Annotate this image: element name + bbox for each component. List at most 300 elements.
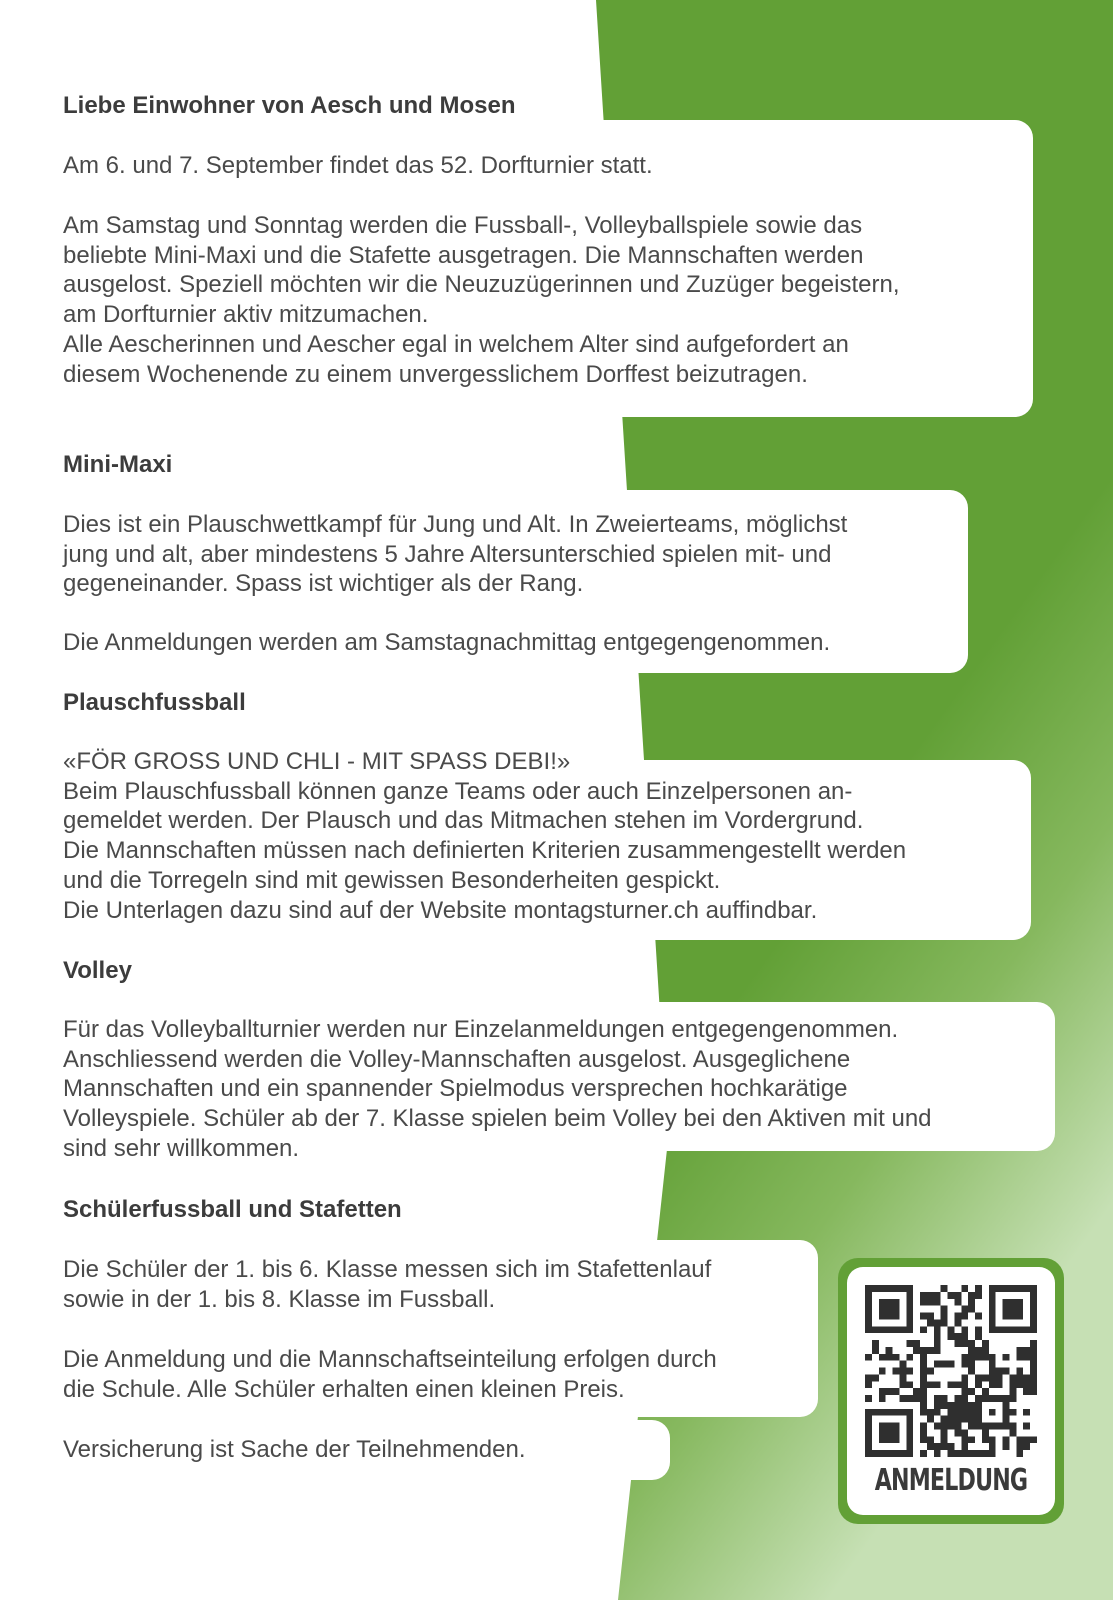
qr-module [934, 1319, 941, 1326]
qr-module [961, 1381, 968, 1388]
qr-module [1030, 1361, 1037, 1368]
plauschfussball-description [63, 747, 906, 925]
qr-module [865, 1319, 872, 1326]
qr-module [886, 1354, 893, 1361]
qr-module [982, 1388, 989, 1395]
qr-module [989, 1374, 996, 1381]
qr-module [906, 1450, 913, 1457]
qr-module [1016, 1354, 1023, 1361]
text-line: ausgelost. Speziell möchten wir die Neuzuzügerinnen und Zuzüger begeistern, [63, 271, 900, 299]
qr-module [886, 1409, 893, 1416]
qr-module [934, 1395, 941, 1402]
qr-module [865, 1306, 872, 1313]
qr-module [948, 1402, 955, 1409]
qr-module [920, 1368, 927, 1375]
qr-module [906, 1326, 913, 1333]
qr-module [899, 1381, 906, 1388]
qr-module [1023, 1374, 1030, 1381]
qr-module [961, 1429, 968, 1436]
qr-module [893, 1409, 900, 1416]
qr-module [989, 1381, 996, 1388]
text-line: Die Schüler der 1. bis 6. Klasse messen sich im Stafettenlauf [63, 1256, 712, 1283]
qr-module [941, 1319, 948, 1326]
qr-module [886, 1450, 893, 1457]
qr-module [906, 1285, 913, 1292]
qr-module [865, 1416, 872, 1423]
qr-module [968, 1450, 975, 1457]
qr-module [865, 1292, 872, 1299]
qr-module [948, 1416, 955, 1423]
qr-module [906, 1313, 913, 1320]
qr-module [975, 1416, 982, 1423]
qr-module [989, 1306, 996, 1313]
text-line: sind sehr willkommen. [63, 1134, 300, 1162]
qr-module [1023, 1285, 1030, 1292]
qr-module [865, 1299, 872, 1306]
text-line: diesem Wochenende zu einem unvergesslichem Dorffest beizutragen. [63, 360, 808, 388]
qr-module [1003, 1299, 1010, 1306]
qr-module [982, 1436, 989, 1443]
qr-module [1003, 1368, 1010, 1375]
qr-module [1009, 1429, 1016, 1436]
qr-module [920, 1326, 927, 1333]
text-line: beliebte Mini-Maxi und die Stafette ausgetragen. Die Mannschaften werden [63, 241, 864, 269]
qr-module [1009, 1381, 1016, 1388]
qr-module [899, 1326, 906, 1333]
qr-module [913, 1388, 920, 1395]
qr-module [954, 1313, 961, 1320]
qr-module [1009, 1313, 1016, 1320]
qr-module [968, 1388, 975, 1395]
qr-module [872, 1409, 879, 1416]
qr-module [941, 1429, 948, 1436]
text-line: «FÖR GROSS UND CHLI - MIT SPASS DEBI!» [63, 748, 571, 775]
qr-module [961, 1340, 968, 1347]
qr-module [968, 1306, 975, 1313]
qr-module [989, 1313, 996, 1320]
qr-module [968, 1409, 975, 1416]
text-line: Die Anmeldungen werden am Samstagnachmittag entgegengenommen. [63, 629, 831, 656]
qr-module [927, 1436, 934, 1443]
qr-module [968, 1347, 975, 1354]
qr-module [941, 1423, 948, 1430]
qr-module [879, 1395, 886, 1402]
text-line: Die Mannschaften müssen nach definierten Kriterien zusammengestellt werden [63, 837, 907, 865]
insurance-note [63, 1435, 526, 1465]
qr-module [865, 1395, 872, 1402]
qr-module [879, 1368, 886, 1375]
plauschfussball-heading: Plauschfussball [63, 689, 246, 716]
qr-module [1003, 1416, 1010, 1423]
qr-module [1003, 1395, 1010, 1402]
qr-module [872, 1340, 879, 1347]
qr-module [1009, 1423, 1016, 1430]
qr-module [865, 1429, 872, 1436]
qr-module [906, 1423, 913, 1430]
qr-module [1003, 1326, 1010, 1333]
qr-module [913, 1347, 920, 1354]
qr-module [996, 1326, 1003, 1333]
qr-module [893, 1354, 900, 1361]
qr-module [989, 1354, 996, 1361]
qr-module [948, 1361, 955, 1368]
text-line: Anschliessend werden die Volley-Mannschaften ausgelost. Ausgeglichene [63, 1045, 851, 1073]
qr-module [1016, 1381, 1023, 1388]
qr-module [954, 1450, 961, 1457]
qr-module [893, 1450, 900, 1457]
qr-module [920, 1374, 927, 1381]
text-line: Für das Volleyballturnier werden nur Einzelanmeldungen entgegengenommen. [63, 1016, 899, 1043]
qr-module [948, 1381, 955, 1388]
qr-module [1003, 1354, 1010, 1361]
qr-module [941, 1416, 948, 1423]
qr-module [920, 1347, 927, 1354]
qr-module [975, 1347, 982, 1354]
qr-module [996, 1285, 1003, 1292]
qr-module [1030, 1368, 1037, 1375]
qr-module [906, 1429, 913, 1436]
qr-module [920, 1299, 927, 1306]
qr-module [975, 1450, 982, 1457]
qr-module [975, 1333, 982, 1340]
qr-module [893, 1423, 900, 1430]
qr-module [996, 1423, 1003, 1430]
registration-qr-card[interactable] [847, 1267, 1055, 1515]
qr-module [1003, 1402, 1010, 1409]
qr-module [886, 1347, 893, 1354]
qr-module [1030, 1354, 1037, 1361]
qr-module [975, 1381, 982, 1388]
qr-module [975, 1374, 982, 1381]
qr-module [906, 1340, 913, 1347]
qr-module [975, 1354, 982, 1361]
qr-module [1030, 1299, 1037, 1306]
qr-module [1016, 1374, 1023, 1381]
qr-module [899, 1409, 906, 1416]
qr-module [920, 1409, 927, 1416]
qr-module [913, 1395, 920, 1402]
qr-module [927, 1381, 934, 1388]
qr-module [927, 1292, 934, 1299]
qr-module [934, 1299, 941, 1306]
qr-module [1016, 1368, 1023, 1375]
qr-module [975, 1313, 982, 1320]
qr-module [1030, 1292, 1037, 1299]
qr-module [1023, 1409, 1030, 1416]
qr-module [1023, 1436, 1030, 1443]
qr-module [1003, 1306, 1010, 1313]
text-line: Alle Aescherinnen und Aescher egal in welchem Alter sind aufgefordert an [63, 330, 849, 358]
qr-module [968, 1340, 975, 1347]
qr-module [906, 1416, 913, 1423]
qr-module [899, 1395, 906, 1402]
qr-module [989, 1292, 996, 1299]
qr-module [1030, 1347, 1037, 1354]
qr-module [1030, 1306, 1037, 1313]
qr-module [961, 1443, 968, 1450]
qr-module [982, 1450, 989, 1457]
qr-module [954, 1416, 961, 1423]
qr-module [1023, 1381, 1030, 1388]
qr-code-icon[interactable] [865, 1285, 1037, 1457]
text-line: Beim Plauschfussball können ganze Teams oder auch Einzelpersonen an- [63, 777, 853, 805]
qr-module [961, 1402, 968, 1409]
text-line: sowie in der 1. bis 8. Klasse im Fussball. [63, 1285, 496, 1313]
qr-module [920, 1361, 927, 1368]
text-line: Mannschaften und ein spannender Spielmodus versprechen hochkarätige [63, 1075, 848, 1103]
qr-module [961, 1388, 968, 1395]
qr-module [893, 1299, 900, 1306]
qr-module [989, 1436, 996, 1443]
qr-module [975, 1292, 982, 1299]
qr-module [968, 1436, 975, 1443]
qr-module [1009, 1374, 1016, 1381]
qr-module [927, 1416, 934, 1423]
qr-module [954, 1395, 961, 1402]
qr-module [1016, 1326, 1023, 1333]
text-line: Dies ist ein Plauschwettkampf für Jung und Alt. In Zweierteams, möglichst [63, 511, 848, 538]
qr-module [1003, 1285, 1010, 1292]
qr-module [968, 1416, 975, 1423]
qr-module [906, 1368, 913, 1375]
qr-module [886, 1285, 893, 1292]
qr-module [934, 1347, 941, 1354]
qr-module [865, 1326, 872, 1333]
text-line: Am 6. und 7. September findet das 52. Dorfturnier statt. [63, 152, 653, 179]
qr-module [1023, 1354, 1030, 1361]
qr-module [906, 1409, 913, 1416]
qr-module [1003, 1313, 1010, 1320]
qr-module [893, 1285, 900, 1292]
qr-module [989, 1361, 996, 1368]
qr-module [982, 1374, 989, 1381]
qr-module [996, 1374, 1003, 1381]
qr-module [941, 1443, 948, 1450]
qr-module [934, 1326, 941, 1333]
qr-module [879, 1299, 886, 1306]
qr-module [865, 1450, 872, 1457]
qr-module [954, 1423, 961, 1430]
qr-module [989, 1326, 996, 1333]
qr-module [1030, 1285, 1037, 1292]
qr-module [954, 1409, 961, 1416]
qr-module [954, 1333, 961, 1340]
qr-module [893, 1436, 900, 1443]
qr-module [934, 1292, 941, 1299]
schuelerfussball-description [63, 1255, 711, 1314]
qr-module [865, 1313, 872, 1320]
qr-module [879, 1388, 886, 1395]
qr-module [886, 1326, 893, 1333]
qr-module [886, 1306, 893, 1313]
qr-module [1023, 1443, 1030, 1450]
qr-module [920, 1423, 927, 1430]
qr-module [982, 1395, 989, 1402]
qr-module [1009, 1388, 1016, 1395]
qr-module [961, 1313, 968, 1320]
qr-module [968, 1299, 975, 1306]
text-line: und die Torregeln sind mit gewissen Besonderheiten gespickt. [63, 866, 721, 894]
qr-module [989, 1423, 996, 1430]
qr-module [1003, 1436, 1010, 1443]
qr-module [961, 1395, 968, 1402]
qr-module [982, 1340, 989, 1347]
qr-module [879, 1285, 886, 1292]
qr-module [1009, 1299, 1016, 1306]
qr-module [920, 1436, 927, 1443]
qr-module [989, 1319, 996, 1326]
qr-module [934, 1450, 941, 1457]
qr-module [1023, 1347, 1030, 1354]
text-line: die Schule. Alle Schüler erhalten einen kleinen Preis. [63, 1375, 625, 1403]
text-line: am Dorfturnier aktiv mitzumachen. [63, 301, 429, 329]
qr-module [1009, 1409, 1016, 1416]
qr-module [934, 1409, 941, 1416]
qr-module [941, 1285, 948, 1292]
qr-module [893, 1306, 900, 1313]
qr-module [975, 1402, 982, 1409]
qr-module [982, 1423, 989, 1430]
qr-module [934, 1333, 941, 1340]
qr-module [886, 1429, 893, 1436]
intro-paragraph-date [63, 151, 653, 181]
qr-module [1030, 1319, 1037, 1326]
qr-module [899, 1368, 906, 1375]
qr-module [954, 1402, 961, 1409]
qr-module [872, 1374, 879, 1381]
qr-module [865, 1423, 872, 1430]
qr-module [1030, 1313, 1037, 1320]
qr-module [1016, 1306, 1023, 1313]
qr-module [1030, 1436, 1037, 1443]
qr-module [989, 1450, 996, 1457]
qr-module [906, 1395, 913, 1402]
qr-module [1016, 1347, 1023, 1354]
qr-module [968, 1292, 975, 1299]
mini-maxi-registration [63, 628, 830, 658]
qr-module [920, 1395, 927, 1402]
qr-module [954, 1381, 961, 1388]
qr-module [920, 1354, 927, 1361]
qr-module [961, 1326, 968, 1333]
qr-module [989, 1443, 996, 1450]
qr-module [934, 1340, 941, 1347]
qr-module [968, 1361, 975, 1368]
qr-module [872, 1347, 879, 1354]
qr-module [865, 1436, 872, 1443]
qr-module [948, 1326, 955, 1333]
qr-module [872, 1326, 879, 1333]
qr-module [934, 1402, 941, 1409]
qr-module [893, 1388, 900, 1395]
qr-module [989, 1395, 996, 1402]
qr-module [989, 1285, 996, 1292]
qr-module [927, 1368, 934, 1375]
qr-module [948, 1450, 955, 1457]
qr-module [920, 1450, 927, 1457]
qr-module [954, 1340, 961, 1347]
qr-module [961, 1333, 968, 1340]
qr-module [1030, 1326, 1037, 1333]
qr-module [927, 1313, 934, 1320]
qr-module [975, 1326, 982, 1333]
text-line: gemeldet werden. Der Plausch und das Mitmachen stehen im Vordergrund. [63, 807, 864, 835]
qr-module [1030, 1340, 1037, 1347]
qr-module [886, 1313, 893, 1320]
qr-module [886, 1436, 893, 1443]
qr-module [961, 1450, 968, 1457]
qr-module [954, 1319, 961, 1326]
qr-module [941, 1402, 948, 1409]
qr-module [982, 1429, 989, 1436]
text-line: Am Samstag und Sonntag werden die Fussball-, Volleyballspiele sowie das [63, 212, 863, 239]
qr-module [927, 1299, 934, 1306]
qr-module [893, 1326, 900, 1333]
qr-module [899, 1361, 906, 1368]
qr-module [968, 1423, 975, 1430]
qr-module [886, 1388, 893, 1395]
qr-module [886, 1299, 893, 1306]
qr-module [1016, 1285, 1023, 1292]
qr-module [989, 1299, 996, 1306]
qr-module [948, 1409, 955, 1416]
qr-module [865, 1443, 872, 1450]
intro-paragraph-program [63, 211, 900, 389]
qr-module [906, 1354, 913, 1361]
qr-module [906, 1299, 913, 1306]
schuelerfussball-registration [63, 1345, 717, 1404]
qr-module [879, 1409, 886, 1416]
volley-description [63, 1015, 932, 1164]
qr-module [961, 1306, 968, 1313]
qr-module [989, 1409, 996, 1416]
qr-module [1009, 1285, 1016, 1292]
qr-module [1016, 1299, 1023, 1306]
qr-module [989, 1368, 996, 1375]
qr-module [865, 1285, 872, 1292]
qr-module [879, 1429, 886, 1436]
qr-module [906, 1292, 913, 1299]
qr-module [893, 1368, 900, 1375]
mini-maxi-description [63, 510, 847, 599]
qr-module [893, 1429, 900, 1436]
qr-module [961, 1285, 968, 1292]
qr-module [961, 1374, 968, 1381]
qr-module [879, 1450, 886, 1457]
qr-module [954, 1292, 961, 1299]
qr-module [975, 1285, 982, 1292]
qr-module [961, 1416, 968, 1423]
qr-module [968, 1354, 975, 1361]
qr-module [1009, 1326, 1016, 1333]
qr-module [948, 1333, 955, 1340]
qr-module [920, 1388, 927, 1395]
qr-module [996, 1381, 1003, 1388]
qr-module [934, 1361, 941, 1368]
qr-module [982, 1354, 989, 1361]
qr-module [934, 1443, 941, 1450]
qr-module [1003, 1409, 1010, 1416]
qr-module [913, 1340, 920, 1347]
volley-heading: Volley [63, 957, 132, 984]
qr-module [996, 1368, 1003, 1375]
qr-module [954, 1299, 961, 1306]
text-line: Versicherung ist Sache der Teilnehmenden. [63, 1436, 526, 1463]
qr-module [893, 1313, 900, 1320]
qr-module [865, 1374, 872, 1381]
text-line: Volleyspiele. Schüler ab der 7. Klasse spielen beim Volley bei den Aktiven mit und [63, 1105, 932, 1133]
qr-module [934, 1423, 941, 1430]
